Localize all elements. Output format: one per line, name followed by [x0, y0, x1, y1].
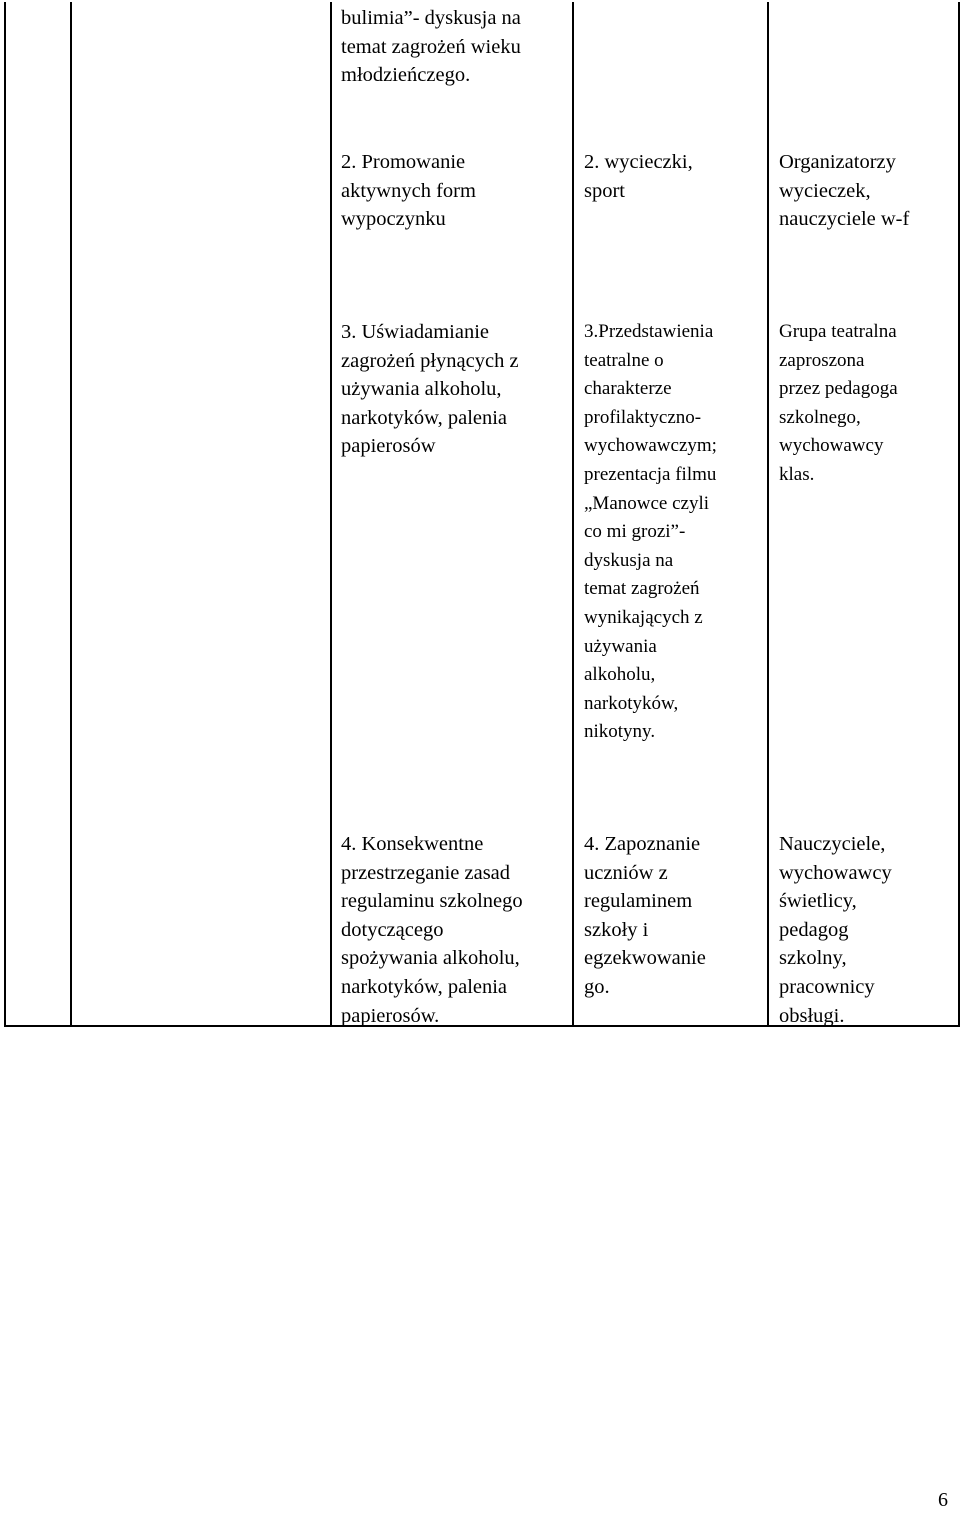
column-divider-3 [572, 2, 574, 1027]
task-cell-row4: 4. Konsekwentne przestrzeganie zasad regulaminu szkolnego dotyczącego spożywania alkoholu, narkotyków, palenia papierosów. [341, 833, 523, 1027]
form-cell-row2: 2. wycieczki, sport [584, 151, 693, 202]
responsible-cell-row2: Organizatorzy wycieczek, nauczyciele w-f [779, 151, 910, 231]
responsible-cell-row4: Nauczyciele, wychowawcy świetlicy, pedagog szkolny, pracownicy obsługi. [779, 833, 892, 1027]
task-cell-row1: bulimia”- dyskusja na temat zagrożeń wieku młodzieńczego. [341, 7, 521, 87]
column-divider-4 [767, 2, 769, 1027]
column-divider-2 [330, 2, 332, 1027]
page-number: 6 [938, 1489, 948, 1511]
form-cell-row4: 4. Zapoznanie uczniów z regulaminem szkoły i egzekwowanie go. [584, 833, 706, 998]
responsible-cell-row3: Grupa teatralna zaproszona przez pedagoga szkolnego, wychowawcy klas. [779, 321, 898, 485]
task-cell-row2: 2. Promowanie aktywnych form wypoczynku [341, 151, 476, 231]
program-table [4, 2, 960, 1027]
column-divider-1 [70, 2, 72, 1027]
form-cell-row3: 3.Przedstawienia teatralne o charakterze profilaktyczno- wychowawczym; prezentacja filmu „Manowce czyli co mi grozi”- dyskusja na temat zagrożeń wynikających z używania alkoholu, narkotyków, nikotyny. [584, 321, 717, 743]
task-cell-row3: 3. Uświadamianie zagrożeń płynących z używania alkoholu, narkotyków, palenia papierosów [341, 321, 519, 458]
